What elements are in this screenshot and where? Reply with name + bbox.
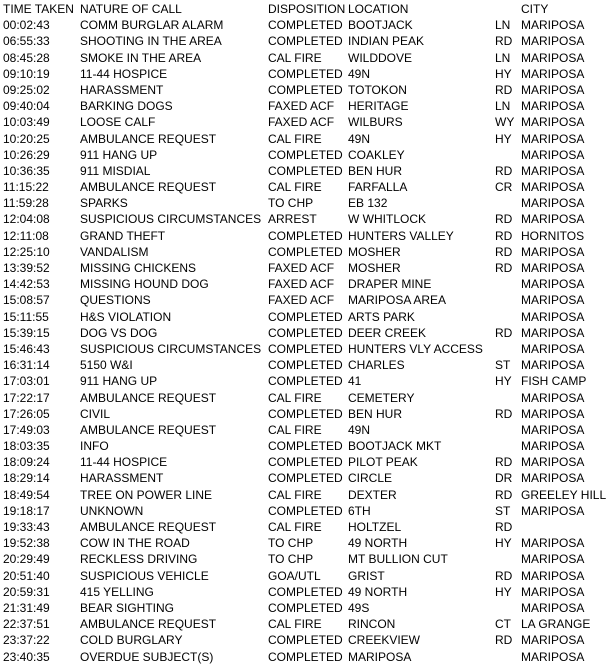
log-location: FARFALLA (348, 180, 408, 195)
log-location: CIRCLE (348, 471, 393, 486)
log-nature: AMBULANCE REQUEST (80, 520, 217, 534)
table-row (3, 98, 611, 114)
log-city: MARIPOSA (521, 131, 585, 146)
log-location: ARTS PARK (348, 309, 415, 324)
log-city: MARIPOSA (521, 18, 585, 33)
log-nature: SMOKE IN THE AREA (80, 50, 202, 65)
table-row (3, 406, 611, 422)
log-nature: H&S VIOLATION (80, 309, 172, 324)
log-city: MARIPOSA (521, 82, 585, 97)
log-time: 20:29:49 (3, 552, 50, 567)
log-time: 23:37:22 (3, 633, 50, 648)
log-time: 09:10:19 (3, 66, 50, 81)
log-city: MARIPOSA (521, 196, 585, 211)
log-nature: HARASSMENT (80, 82, 164, 97)
log-suffix: RD (495, 633, 513, 648)
log-city: MARIPOSA (521, 649, 585, 664)
log-location: BOOTJACK (348, 18, 413, 33)
log-suffix: RD (495, 568, 513, 583)
log-suffix: LN (495, 99, 511, 114)
log-disposition: COMPLETED (268, 406, 343, 421)
log-disposition: COMPLETED (268, 471, 343, 486)
log-nature: GRAND THEFT (80, 228, 166, 243)
log-nature: 911 HANG UP (80, 147, 158, 162)
table-row (3, 195, 611, 211)
table-row (3, 211, 611, 227)
log-city: MARIPOSA (521, 406, 585, 421)
log-city: MARIPOSA (521, 212, 585, 227)
log-location: GRIST (348, 568, 385, 583)
log-location: MT BULLION CUT (348, 552, 448, 567)
log-disposition: CAL FIRE (268, 617, 322, 632)
table-row (3, 341, 611, 357)
log-suffix: DR (495, 471, 513, 486)
log-disposition: COMPLETED (268, 649, 343, 664)
log-nature: COMM BURGLAR ALARM (80, 18, 224, 33)
log-disposition: CAL FIRE (268, 50, 322, 65)
log-location: WILDDOVE (348, 50, 413, 65)
log-nature: COLD BURGLARY (80, 633, 183, 648)
log-suffix: HY (495, 536, 512, 551)
log-city: MARIPOSA (521, 277, 585, 292)
log-time: 15:08:57 (3, 293, 50, 308)
table-row (3, 147, 611, 163)
log-disposition: COMPLETED (268, 309, 343, 324)
log-location: MOSHER (348, 261, 401, 275)
log-city: FISH CAMP (521, 374, 587, 389)
log-location: HUNTERS VLY ACCESS (348, 341, 483, 356)
log-location: BEN HUR (348, 406, 403, 421)
log-disposition: CAL FIRE (268, 487, 322, 502)
log-suffix: RD (495, 228, 513, 243)
log-time: 12:11:08 (3, 228, 49, 243)
log-nature: AMBULANCE REQUEST (80, 390, 217, 405)
log-location: MARIPOSA AREA (348, 293, 447, 308)
log-time: 17:26:05 (3, 406, 50, 421)
header-nature: NATURE OF CALL (80, 2, 182, 16)
log-nature: 5150 W&I (80, 358, 133, 373)
log-time: 10:36:35 (3, 163, 50, 178)
log-location: HERITAGE (348, 99, 409, 114)
table-row (3, 131, 611, 147)
log-city: MARIPOSA (521, 503, 585, 518)
log-location: 49N (348, 131, 371, 146)
log-suffix: HY (495, 131, 512, 146)
log-disposition: COMPLETED (268, 163, 343, 178)
log-city: MARIPOSA (521, 439, 585, 454)
log-nature: INFO (80, 439, 109, 454)
log-nature: AMBULANCE REQUEST (80, 131, 217, 146)
log-suffix: CT (495, 617, 511, 632)
log-nature: 415 YELLING (80, 584, 154, 599)
log-city: MARIPOSA (521, 115, 585, 130)
log-location: HUNTERS VALLEY (348, 228, 454, 243)
log-disposition: COMPLETED (268, 244, 343, 259)
log-disposition: COMPLETED (268, 600, 343, 615)
log-nature: MISSING HOUND DOG (80, 277, 209, 292)
log-suffix: HY (495, 374, 512, 389)
log-nature: AMBULANCE REQUEST (80, 617, 217, 632)
log-disposition: FAXED ACF (268, 99, 335, 114)
header-location: LOCATION (348, 2, 409, 16)
log-city: MARIPOSA (521, 244, 585, 259)
log-disposition: CAL FIRE (268, 390, 322, 405)
log-disposition: COMPLETED (268, 439, 343, 454)
log-disposition: COMPLETED (268, 455, 343, 470)
table-row (3, 584, 611, 600)
log-suffix: HY (495, 584, 512, 599)
log-nature: UNKNOWN (80, 503, 144, 518)
log-nature: MISSING CHICKENS (80, 261, 197, 275)
log-time: 10:03:49 (3, 115, 50, 130)
log-city: MARIPOSA (521, 293, 585, 308)
log-nature: SUSPICIOUS CIRCUMSTANCES (80, 212, 262, 227)
log-location: DRAPER MINE (348, 277, 432, 292)
log-disposition: COMPLETED (268, 147, 343, 162)
log-location: WILBURS (348, 115, 403, 130)
log-disposition: CAL FIRE (268, 422, 322, 437)
log-time: 15:11:55 (3, 309, 49, 324)
log-suffix: WY (495, 115, 515, 130)
header-row (3, 1, 611, 17)
log-suffix: HY (495, 66, 512, 81)
log-city: MARIPOSA (521, 34, 585, 49)
log-city: MARIPOSA (521, 568, 585, 583)
log-disposition: TO CHP (268, 536, 314, 551)
log-location: DEXTER (348, 487, 397, 502)
log-time: 18:29:14 (3, 471, 50, 486)
log-time: 20:59:31 (3, 584, 50, 599)
log-disposition: COMPLETED (268, 374, 343, 389)
log-time: 06:55:33 (3, 34, 50, 49)
log-suffix: LN (495, 50, 511, 65)
log-time: 19:33:43 (3, 520, 50, 534)
table-row (3, 551, 611, 567)
call-log (3, 1, 611, 665)
log-time: 17:49:03 (3, 422, 50, 437)
log-disposition: COMPLETED (268, 584, 343, 599)
table-row (3, 163, 611, 179)
table-row (3, 632, 611, 648)
table-row (3, 357, 611, 373)
log-time: 11:59:28 (3, 196, 49, 211)
log-disposition: COMPLETED (268, 82, 343, 97)
log-city: MARIPOSA (521, 633, 585, 648)
table-row (3, 503, 611, 519)
log-nature: QUESTIONS (80, 293, 151, 308)
header-disposition: DISPOSITION (268, 2, 346, 16)
log-city: MARIPOSA (521, 536, 585, 551)
log-time: 10:26:29 (3, 147, 50, 162)
log-suffix: RD (495, 244, 513, 259)
log-disposition: COMPLETED (268, 66, 343, 81)
log-city: MARIPOSA (521, 422, 585, 437)
log-location: 6TH (348, 503, 371, 518)
log-nature: LOOSE CALF (80, 115, 156, 130)
table-row (3, 438, 611, 454)
log-suffix: RD (495, 406, 513, 421)
log-city: MARIPOSA (521, 600, 585, 615)
log-nature: SUSPICIOUS VEHICLE (80, 568, 209, 583)
table-row (3, 487, 611, 503)
log-location: EB 132 (348, 196, 388, 211)
log-city: MARIPOSA (521, 309, 585, 324)
log-time: 21:31:49 (3, 600, 50, 615)
log-location: W WHITLOCK (348, 212, 426, 227)
log-location: CHARLES (348, 358, 405, 373)
table-row (3, 454, 611, 470)
log-location: TOTOKON (348, 82, 407, 97)
table-row (3, 260, 611, 276)
log-city: MARIPOSA (521, 341, 585, 356)
log-city: MARIPOSA (521, 50, 585, 65)
log-nature: VANDALISM (80, 244, 149, 259)
log-nature: AMBULANCE REQUEST (80, 180, 217, 195)
header-city: CITY (521, 2, 549, 16)
log-disposition: FAXED ACF (268, 115, 335, 130)
log-nature: SHOOTING IN THE AREA (80, 34, 222, 49)
table-row (3, 82, 611, 98)
log-city: MARIPOSA (521, 471, 585, 486)
log-city: MARIPOSA (521, 552, 585, 567)
log-disposition: ARREST (268, 212, 317, 227)
log-location: RINCON (348, 617, 396, 632)
log-disposition: COMPLETED (268, 34, 343, 49)
log-time: 19:52:38 (3, 536, 50, 551)
log-location: COAKLEY (348, 147, 405, 162)
log-suffix: ST (495, 503, 511, 518)
log-suffix: RD (495, 163, 513, 178)
log-nature: HARASSMENT (80, 471, 164, 486)
log-time: 20:51:40 (3, 568, 50, 583)
log-suffix: LN (495, 18, 511, 33)
log-disposition: TO CHP (268, 552, 314, 567)
log-disposition: FAXED ACF (268, 261, 335, 275)
log-time: 22:37:51 (3, 617, 50, 632)
table-row (3, 422, 611, 438)
log-time: 10:20:25 (3, 131, 50, 146)
log-location: INDIAN PEAK (348, 34, 425, 49)
log-disposition: COMPLETED (268, 325, 343, 340)
log-suffix: RD (495, 261, 513, 275)
log-disposition: FAXED ACF (268, 277, 335, 292)
log-time: 16:31:14 (3, 358, 50, 373)
log-disposition: COMPLETED (268, 633, 343, 648)
log-time: 08:45:28 (3, 50, 50, 65)
log-city: MARIPOSA (521, 147, 585, 162)
log-rows (3, 17, 611, 665)
log-disposition: COMPLETED (268, 341, 343, 356)
log-nature: 911 MISDIAL (80, 163, 151, 178)
log-disposition: COMPLETED (268, 18, 343, 33)
log-location: 41 (348, 374, 362, 389)
log-nature: SUSPICIOUS CIRCUMSTANCES (80, 341, 262, 356)
log-time: 17:03:01 (3, 374, 50, 389)
log-city: MARIPOSA (521, 99, 585, 114)
log-location: HOLTZEL (348, 520, 402, 534)
log-time: 18:49:54 (3, 487, 50, 502)
log-time: 18:09:24 (3, 455, 50, 470)
log-city: MARIPOSA (521, 358, 585, 373)
log-location: 49N (348, 66, 371, 81)
table-row (3, 309, 611, 325)
log-suffix: RD (495, 520, 513, 534)
table-row (3, 33, 611, 49)
table-row (3, 616, 611, 632)
table-row (3, 276, 611, 292)
log-location: 49N (348, 422, 371, 437)
log-city: MARIPOSA (521, 66, 585, 81)
log-time: 12:25:10 (3, 244, 50, 259)
log-time: 17:22:17 (3, 390, 50, 405)
log-disposition: CAL FIRE (268, 131, 322, 146)
log-city: MARIPOSA (521, 584, 585, 599)
log-city: GREELEY HILL (521, 487, 607, 502)
log-location: PILOT PEAK (348, 455, 418, 470)
log-city: HORNITOS (521, 228, 585, 243)
log-disposition: COMPLETED (268, 228, 343, 243)
log-city: MARIPOSA (521, 455, 585, 470)
log-city: MARIPOSA (521, 163, 585, 178)
log-disposition: GOA/UTL (268, 568, 321, 583)
log-time: 14:42:53 (3, 277, 50, 292)
table-row (3, 649, 611, 665)
log-disposition: CAL FIRE (268, 520, 322, 534)
log-suffix: RD (495, 82, 513, 97)
table-row (3, 114, 611, 130)
log-location: DEER CREEK (348, 325, 427, 340)
log-disposition: TO CHP (268, 196, 314, 211)
log-time: 00:02:43 (3, 18, 50, 33)
log-time: 15:39:15 (3, 325, 50, 340)
log-nature: SPARKS (80, 196, 128, 211)
log-time: 09:40:04 (3, 99, 50, 114)
table-row (3, 535, 611, 551)
table-row (3, 228, 611, 244)
log-suffix: RD (495, 455, 513, 470)
log-time: 13:39:52 (3, 261, 50, 275)
table-row (3, 470, 611, 486)
log-disposition: FAXED ACF (268, 293, 335, 308)
log-suffix: RD (495, 212, 513, 227)
log-nature: OVERDUE SUBJECT(S) (80, 649, 214, 664)
table-row (3, 519, 611, 535)
table-row (3, 66, 611, 82)
log-time: 18:03:35 (3, 439, 50, 454)
log-location: BOOTJACK MKT (348, 439, 442, 454)
table-row (3, 325, 611, 341)
log-nature: 11-44 HOSPICE (80, 66, 168, 81)
log-suffix: RD (495, 325, 513, 340)
log-location: CEMETERY (348, 390, 415, 405)
log-time: 12:04:08 (3, 212, 50, 227)
log-disposition: COMPLETED (268, 503, 343, 518)
log-disposition: CAL FIRE (268, 180, 322, 195)
log-nature: COW IN THE ROAD (80, 536, 190, 551)
table-row (3, 600, 611, 616)
log-suffix: ST (495, 358, 511, 373)
table-row (3, 373, 611, 389)
log-time: 19:18:17 (3, 503, 50, 518)
log-suffix: RD (495, 487, 513, 502)
log-nature: BEAR SIGHTING (80, 600, 175, 615)
log-location: BEN HUR (348, 163, 403, 178)
log-nature: 911 HANG UP (80, 374, 158, 389)
log-nature: AMBULANCE REQUEST (80, 422, 217, 437)
log-city: MARIPOSA (521, 325, 585, 340)
log-location: CREEKVIEW (348, 633, 421, 648)
log-nature: CIVIL (80, 406, 111, 421)
log-nature: DOG VS DOG (80, 325, 158, 340)
log-disposition: COMPLETED (268, 358, 343, 373)
log-time: 11:15:22 (3, 180, 49, 195)
log-location: MARIPOSA (348, 649, 412, 664)
table-row (3, 50, 611, 66)
log-location: 49 NORTH (348, 584, 408, 599)
log-location: MOSHER (348, 244, 401, 259)
log-nature: 11-44 HOSPICE (80, 455, 168, 470)
header-time: TIME TAKEN (3, 2, 74, 16)
table-row (3, 568, 611, 584)
log-nature: RECKLESS DRIVING (80, 552, 198, 567)
log-suffix: CR (495, 180, 513, 195)
table-row (3, 17, 611, 33)
log-city: MARIPOSA (521, 180, 585, 195)
log-location: 49 NORTH (348, 536, 408, 551)
log-suffix: RD (495, 34, 513, 49)
log-city: MARIPOSA (521, 261, 585, 275)
log-city: MARIPOSA (521, 390, 585, 405)
table-row (3, 390, 611, 406)
log-city: LA GRANGE (521, 617, 591, 632)
table-row (3, 179, 611, 195)
log-time: 15:46:43 (3, 341, 50, 356)
table-row (3, 244, 611, 260)
log-location: 49S (348, 600, 370, 615)
table-row (3, 292, 611, 308)
log-time: 09:25:02 (3, 82, 50, 97)
log-nature: TREE ON POWER LINE (80, 487, 213, 502)
log-nature: BARKING DOGS (80, 99, 173, 114)
log-time: 23:40:35 (3, 649, 50, 664)
